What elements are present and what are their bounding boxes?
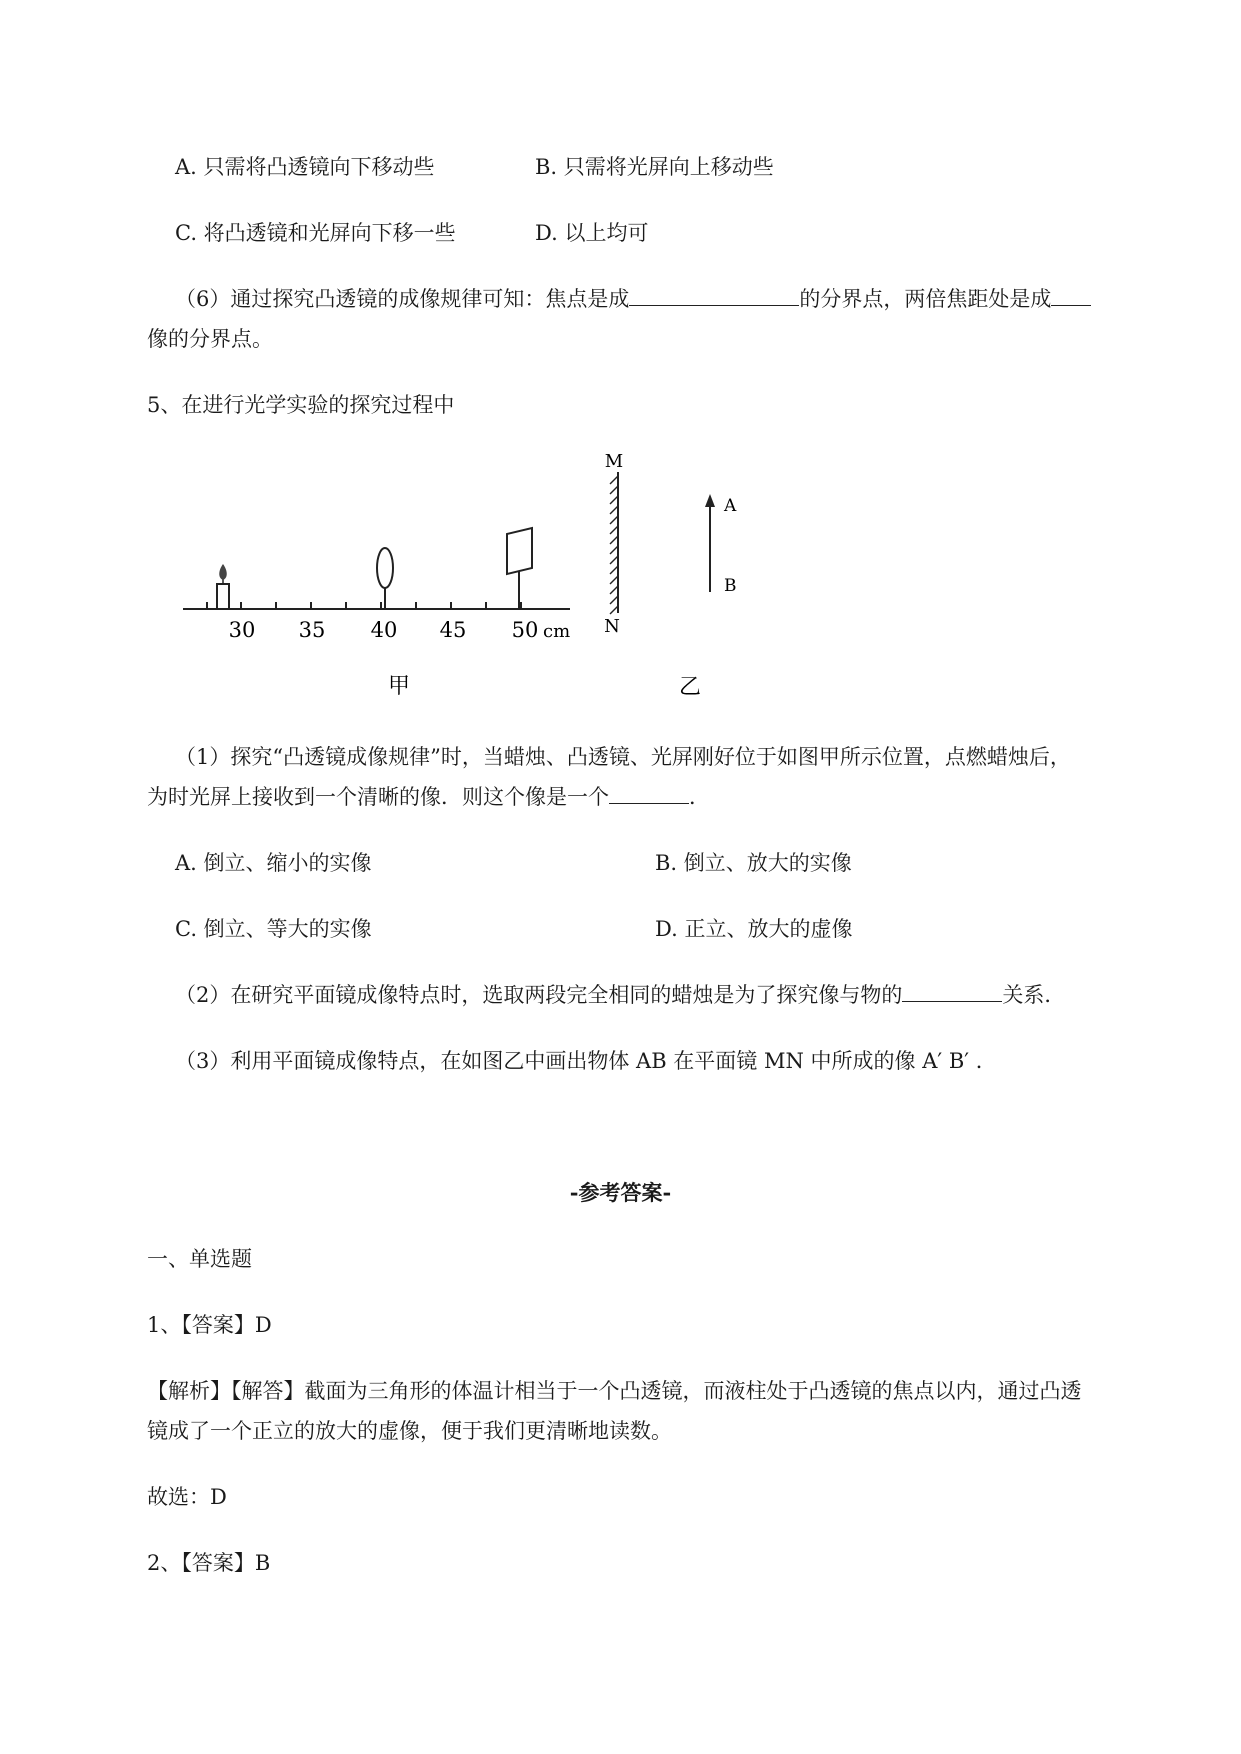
answer-blank-2f[interactable] xyxy=(1051,285,1091,306)
bench-tick-marks xyxy=(207,602,521,609)
q4-option-d: D. 以上均可 xyxy=(535,221,649,245)
mirror-label-n: N xyxy=(604,616,620,637)
light-screen-icon xyxy=(507,528,532,609)
answer-blank-focal[interactable] xyxy=(629,285,799,306)
answer-blank-relation[interactable] xyxy=(902,981,1002,1002)
q5-option-b: B. 倒立、放大的实像 xyxy=(655,851,852,875)
bench-unit-label: cm xyxy=(543,621,571,642)
q5-part1-suffix: ． xyxy=(689,785,710,809)
q5-title: 5、在进行光学实验的探究过程中 xyxy=(147,393,455,417)
q4-option-a: A. 只需将凸透镜向下移动些 xyxy=(175,155,435,179)
figure-yi-caption: 乙 xyxy=(678,675,702,700)
q4-option-b: B. 只需将光屏向上移动些 xyxy=(535,155,774,179)
candle-icon xyxy=(217,564,229,609)
q5-option-d: D. 正立、放大的虚像 xyxy=(655,917,853,941)
q5-part2 xyxy=(175,980,1065,1010)
tick-label-40: 40 xyxy=(370,618,398,642)
answer-blank-image-type[interactable] xyxy=(609,783,689,804)
figure-jia-caption: 甲 xyxy=(387,674,411,699)
object-arrow-ab xyxy=(705,494,715,592)
q4-part6-middle: 的分界点，两倍焦距处是成 xyxy=(799,287,1052,311)
tick-label-35: 35 xyxy=(298,618,326,642)
convex-lens-icon xyxy=(377,548,393,609)
q5-option-c: C. 倒立、等大的实像 xyxy=(175,917,372,941)
arrow-label-b: B xyxy=(724,576,737,596)
q5-part2-prefix: （2）在研究平面镜成像特点时，选取两段完全相同的蜡烛是为了探究像与物的 xyxy=(175,983,903,1007)
answers-section-title: 一、单选题 xyxy=(147,1247,252,1271)
q4-option-c: C. 将凸透镜和光屏向下移一些 xyxy=(175,221,456,245)
q4-part6-line1 xyxy=(175,284,1091,314)
q5-part1-line1: （1）探究“凸透镜成像规律”时，当蜡烛、凸透镜、光屏刚好位于如图甲所示位置，点燃蜡烛后， xyxy=(175,745,1071,769)
answers-heading: -参考答案- xyxy=(569,1180,672,1205)
mirror-hatching xyxy=(610,476,618,614)
q5-part2-suffix: 关系． xyxy=(1002,983,1066,1007)
arrow-label-a: A xyxy=(724,496,737,516)
tick-label-50: 50 xyxy=(511,618,539,642)
q5-figures xyxy=(0,440,1241,720)
answer-2-label: 2、【答案】B xyxy=(147,1551,271,1575)
q5-part1-prefix: 为时光屏上接收到一个清晰的像．则这个像是一个 xyxy=(147,785,609,809)
q4-part6-prefix: （6）通过探究凸透镜的成像规律可知：焦点是成 xyxy=(175,287,630,311)
answer-1-analysis-line1: 【解析】【解答】截面为三角形的体温计相当于一个凸透镜，而液柱处于凸透镜的焦点以内，通过凸透 xyxy=(147,1379,1082,1403)
q5-part3: （3）利用平面镜成像特点，在如图乙中画出物体 AB 在平面镜 MN 中所成的像 A′ B′ ． xyxy=(175,1049,997,1073)
tick-label-30: 30 xyxy=(228,618,256,642)
tick-label-45: 45 xyxy=(439,618,467,642)
answer-1-analysis-line2: 镜成了一个正立的放大的虚像，便于我们更清晰地读数。 xyxy=(147,1419,672,1443)
figure-yi xyxy=(604,451,737,700)
q4-part6-line2: 像的分界点。 xyxy=(147,327,273,351)
answer-1-label: 1、【答案】D xyxy=(147,1313,272,1337)
mirror-label-m: M xyxy=(604,451,624,472)
q5-part1-line2 xyxy=(147,782,710,812)
q5-option-a: A. 倒立、缩小的实像 xyxy=(175,851,372,875)
figure-jia xyxy=(183,528,570,699)
answer-1-choice: 故选：D xyxy=(147,1485,227,1509)
